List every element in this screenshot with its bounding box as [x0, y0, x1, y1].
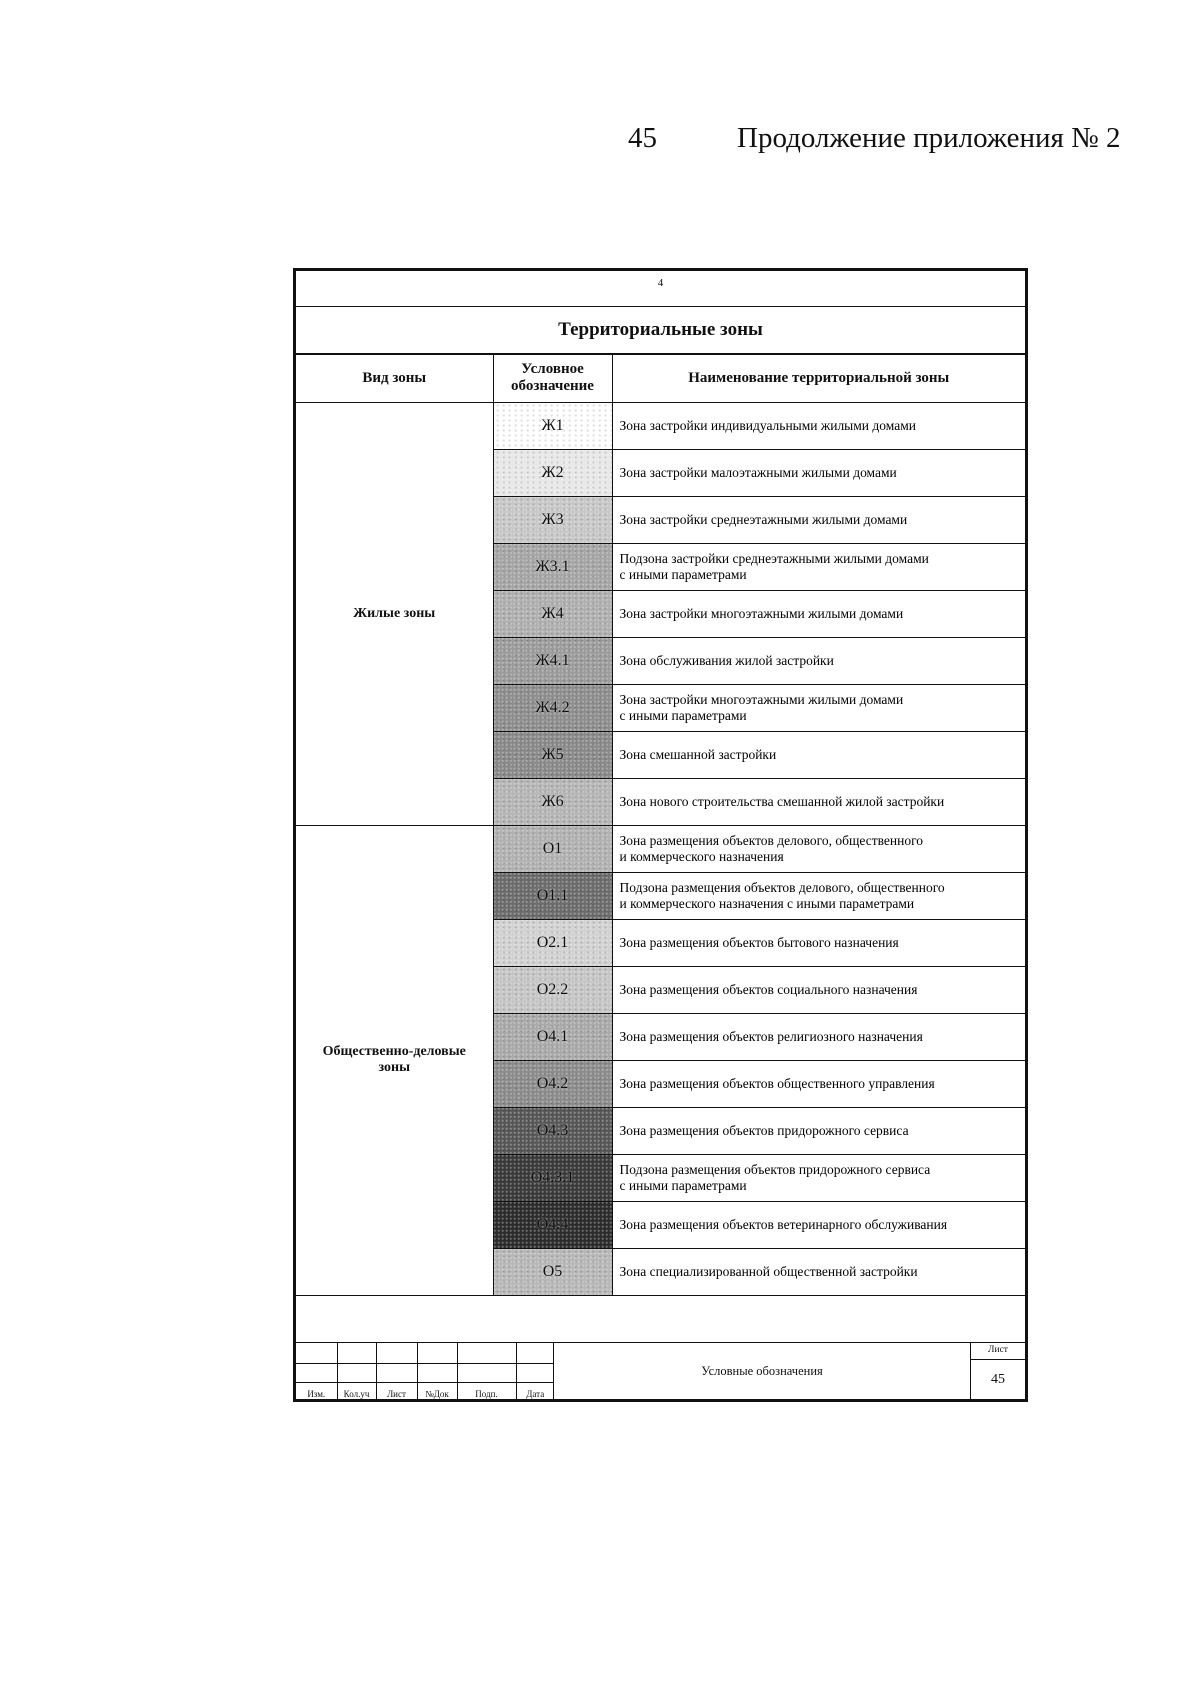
stamp-column-label: Лист: [376, 1382, 417, 1399]
column-header-symbol-line: обозначение: [511, 378, 594, 395]
zone-name-line: Зона застройки малоэтажными жилыми домами: [619, 464, 897, 480]
group-label: Общественно-деловые: [322, 1044, 466, 1060]
zone-code: Ж3.1: [535, 557, 570, 575]
appendix-title: Продолжение приложения № 2: [737, 122, 1121, 154]
stamp-title-text: Условные обозначения: [701, 1363, 823, 1378]
zone-name-line: Зона застройки среднеэтажными жилыми домами: [619, 511, 908, 527]
stamp-column-label: Изм.: [296, 1382, 337, 1399]
zone-name-line: Зона размещения объектов делового, общественного: [619, 832, 924, 848]
legend-title: Территориальные зоны: [558, 319, 763, 340]
zone-swatch: [493, 637, 612, 684]
zone-swatch: [493, 1107, 612, 1154]
zone-swatch: [493, 684, 612, 731]
zone-name: [612, 543, 1025, 590]
sheet-index: 4: [657, 277, 664, 289]
sheet-index-row: [296, 271, 1025, 307]
zone-swatch: [493, 872, 612, 919]
zone-name: [612, 590, 1025, 637]
zone-name-line: Зона обслуживания жилой застройки: [619, 652, 834, 668]
legend-title-row: [296, 307, 1025, 355]
stamp-column-label: Кол.уч: [337, 1382, 376, 1399]
zone-name: [612, 825, 1025, 872]
zone-name-line: с иными параметрами: [619, 566, 747, 582]
zone-name: [612, 1013, 1025, 1060]
zone-name: [612, 1201, 1025, 1248]
zone-swatch: [493, 778, 612, 825]
stamp-sheet-label: Лист: [971, 1343, 1025, 1360]
zone-swatch: [493, 1154, 612, 1201]
zone-code: Ж5: [541, 745, 564, 763]
revision-cell: [457, 1364, 516, 1383]
group-label: Жилые зоны: [353, 605, 436, 621]
stamp-column-label: №Док: [417, 1382, 457, 1399]
zone-name-line: Зона застройки индивидуальными жилыми домами: [619, 417, 916, 433]
zone-swatch: [493, 1013, 612, 1060]
revision-cell: [337, 1343, 376, 1364]
zone-name: [612, 684, 1025, 731]
zone-name-line: с иными параметрами: [619, 707, 747, 723]
stamp-column-label: Подп.: [457, 1382, 516, 1399]
revision-row: [296, 1364, 554, 1383]
zone-name-line: Зона смешанной застройки: [619, 746, 777, 762]
zone-name: [612, 496, 1025, 543]
zone-code: О1: [542, 839, 563, 857]
zone-name-line: Зона застройки многоэтажными жилыми домами: [619, 605, 904, 621]
zone-swatch: [493, 919, 612, 966]
column-header-symbol: [493, 355, 612, 402]
zone-code: О4.2: [536, 1074, 569, 1092]
stamp-title: [554, 1343, 970, 1399]
revision-cell: [296, 1364, 337, 1383]
zone-code: О5: [542, 1262, 563, 1280]
legend-row: [296, 402, 1025, 449]
zone-swatch: [493, 1060, 612, 1107]
zone-name: [612, 778, 1025, 825]
zone-swatch: [493, 590, 612, 637]
blank-row: [296, 1295, 1025, 1342]
zone-name: [612, 449, 1025, 496]
zone-swatch: [493, 1248, 612, 1295]
group-label: зоны: [378, 1060, 411, 1076]
zone-swatch: [493, 825, 612, 872]
zone-code: О4.3.1: [530, 1168, 575, 1186]
legend-row: [296, 825, 1025, 872]
zone-code: О4.3: [536, 1121, 569, 1139]
zone-name: [612, 872, 1025, 919]
column-header-zone-type: Вид зоны: [296, 355, 493, 402]
revision-cell: [457, 1343, 516, 1364]
zone-name-line: Зона нового строительства смешанной жилой застройки: [619, 793, 945, 809]
revision-cell: [417, 1343, 457, 1364]
zone-code: Ж4.2: [535, 698, 570, 716]
zone-name-line: и коммерческого назначения с иными параметрами: [619, 895, 915, 911]
zone-name-line: Зона размещения объектов придорожного сервиса: [619, 1122, 909, 1138]
zone-code: О1.1: [536, 886, 569, 904]
zone-name: [612, 919, 1025, 966]
zone-swatch: [493, 449, 612, 496]
revision-cell: [376, 1343, 417, 1364]
zone-name: [612, 402, 1025, 449]
group-residential: [296, 402, 493, 825]
revision-grid-table: [296, 1343, 554, 1399]
title-block: [296, 1342, 1025, 1399]
zone-name: [612, 637, 1025, 684]
zone-name-line: Зона размещения объектов бытового назначения: [619, 934, 899, 950]
zone-code: О2.1: [536, 933, 569, 951]
revision-grid: [296, 1343, 554, 1399]
legend-table: [296, 355, 1025, 1295]
zone-code: Ж3: [541, 510, 564, 528]
zone-name-line: Подзона размещения объектов делового, общественного: [619, 879, 945, 895]
zone-code: О2.2: [536, 980, 569, 998]
zone-name-line: Зона размещения объектов социального назначения: [619, 981, 918, 997]
zone-code: О4.4: [536, 1215, 569, 1233]
group-public-business: [296, 825, 493, 1295]
revision-cell: [417, 1364, 457, 1383]
zone-name-line: Зона специализированной общественной застройки: [619, 1263, 918, 1279]
drawing-frame: [293, 268, 1028, 1402]
zone-name: [612, 1107, 1025, 1154]
revision-cell: [337, 1364, 376, 1383]
stamp-sheet-cell: [970, 1343, 1025, 1399]
zone-name-line: и коммерческого назначения: [619, 848, 784, 864]
zone-name-line: Зона размещения объектов религиозного назначения: [619, 1028, 923, 1044]
zone-code: Ж2: [541, 463, 564, 481]
zone-code: Ж1: [541, 416, 564, 434]
revision-cell: [516, 1343, 554, 1364]
legend-header-row: [296, 355, 1025, 402]
revision-cell: [296, 1343, 337, 1364]
zone-swatch: [493, 731, 612, 778]
zone-code: Ж6: [541, 792, 564, 810]
zone-name: [612, 1154, 1025, 1201]
zone-name-line: Зона застройки многоэтажными жилыми домами: [619, 691, 904, 707]
zone-code: Ж4: [541, 604, 564, 622]
zone-name-line: Зона размещения объектов общественного управления: [619, 1075, 935, 1091]
zone-swatch: [493, 1201, 612, 1248]
revision-cell: [516, 1364, 554, 1383]
zone-code: Ж4.1: [535, 651, 570, 669]
zone-name-line: Подзона застройки среднеэтажными жилыми домами: [619, 550, 929, 566]
zone-code: О4.1: [536, 1027, 569, 1045]
revision-cell: [376, 1364, 417, 1383]
revision-row: [296, 1343, 554, 1364]
zone-name: [612, 731, 1025, 778]
column-header-name: Наименование территориальной зоны: [612, 355, 1025, 402]
zone-name: [612, 966, 1025, 1013]
stamp-column-label: Дата: [516, 1382, 554, 1399]
zone-swatch: [493, 966, 612, 1013]
zone-swatch: [493, 543, 612, 590]
zone-name-line: с иными параметрами: [619, 1177, 747, 1193]
zone-swatch: [493, 496, 612, 543]
zone-name: [612, 1248, 1025, 1295]
zone-name-line: Подзона размещения объектов придорожного сервиса: [619, 1161, 931, 1177]
stamp-sheet-number-text: 45: [991, 1371, 1005, 1387]
zone-name-line: Зона размещения объектов ветеринарного обслуживания: [619, 1216, 948, 1232]
page-number: 45: [628, 122, 657, 154]
zone-name: [612, 1060, 1025, 1107]
column-header-symbol-line: Условное: [521, 361, 584, 378]
revision-label-row: [296, 1382, 554, 1399]
stamp-sheet-number: [971, 1360, 1025, 1399]
zone-swatch: [493, 402, 612, 449]
